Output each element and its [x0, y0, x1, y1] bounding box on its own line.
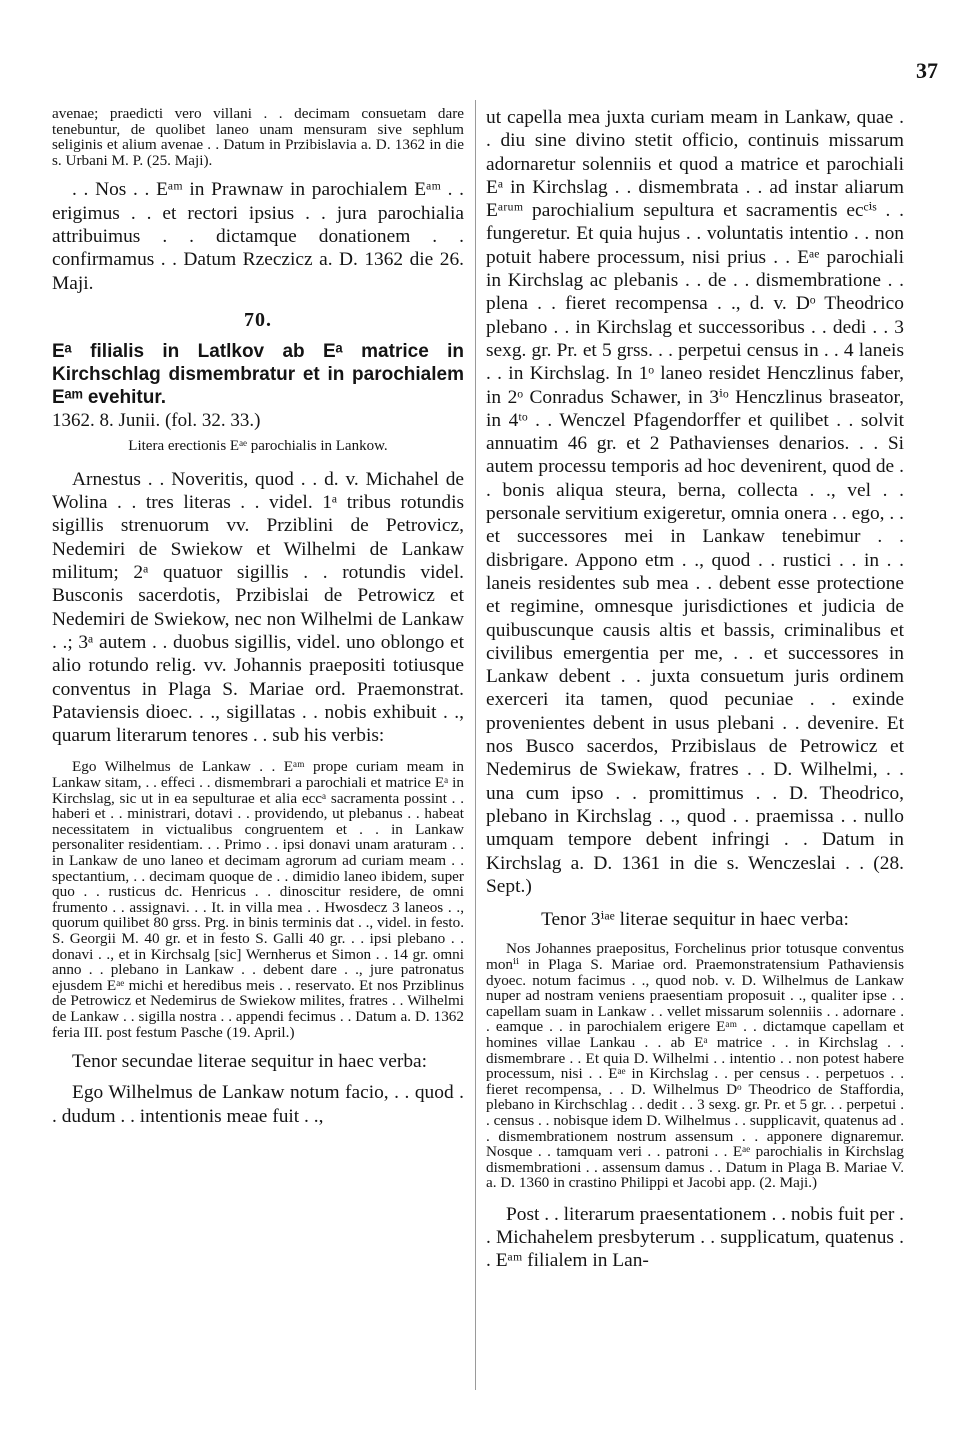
document-date-folio: 1362. 8. Junii. (fol. 32. 33.): [52, 409, 261, 431]
left-para-2: . . Nos . . Eᵃᵐ in Prawnaw in parochialem Eᵃᵐ . . erigimus . . et rectori ipsius . . jura parochialia attribuimus . . dictamque donationem . . confirmamus . . Datum Rzeczicz a. D. 1362 die 26. Maji.: [52, 179, 464, 294]
column-divider: [475, 100, 476, 1390]
document-title: Eᵃ filialis in Latlkov ab Eᵃ matrice in Kirchschlag dismembratur et in parochialem Eᵃᵐ evehitur.: [52, 340, 464, 408]
document-subtitle: Litera erectionis Eᵃᵉ parochialis in Lankow.: [128, 437, 388, 454]
left-para-5: Ego Wilhelmus de Lankaw notum facio, . . quod . . dudum . . intentionis meae fuit . .,: [52, 1082, 464, 1127]
page-number: 37: [916, 58, 938, 83]
left-para-1: avenae; praedicti vero villani . . decimam consuetam dare tenebuntur, de quolibet laneo unam mensuram sive sephlum seliginis et alium avenae . . Datum in Przibislavia a. D. 1362 in die s. Urbani M. P. (25. Maji).: [52, 105, 464, 169]
left-para-3: Arnestus . . Noveritis, quod . . d. v. Michahel de Wolina . . tres literas . . videl. 1ᵃ tribus rotundis sigillis strenuorum vv. Prziblini de Petrovicz, Nedemiri de Swiekow et Wilhelmi de Lankaw militum; 2ᵃ quatuor sigillis . . rotundis videl. Busconis sacerdotis, Przibislai de Petrowicz et Nedemiri de Swiekow, nec non Wilhelmi de Lankaw . .; 3ᵃ autem . . duobus sigillis, videl. uno oblongo et alio rotundo relig. vv. Johannis praepositi totiusque conventus in Plaga S. Mariae ord. Praemonstrat. Pataviensis dioec. . ., sigillatas . . nobis exhibuit . ., quarum literarum tenores . . sub his verbis:: [52, 468, 464, 747]
left-para-4: Ego Wilhelmus de Lankaw . . Eᵃᵐ prope curiam meam in Lankaw sitam, . . effeci . . dismembrari a parochiali et matrice Eᵃ in Kirchslag, sic ut in ea sepulturae et alia eccᵃ sacramenta possint . . haberi et . . ministrari, dotavi . . providendo, ut plebanus . . habeat necessitatem in victualibus congruentem et . . in Lankaw personaliter residentiam. . . Primo . . ipsi donavi unam araturam . . in Lankaw de uno laneo et decimam agrorum ad curiam meam . . spectantium, . . decimam quoque de . . dimidio laneo ibidem, super quo . . rusticus dc. Henricus . . dinoscitur residere, de omni frumento . . assignavi. . . It. in villa mea . . Hwosdecz 3 laneos . ., quorum quilibet 80 grss. Prg. in binis terminis dat . ., videl. in festo. S. Georgii M. 40 gr. et in festo S. Galli 40 gr. . . ipsi plebano . . donavi . ., et in Kirchsalg [sic] Wernherus et Simon . . 14 gr. omni anno . . plebano in Lankaw . . debent dare . ., jure patronatus ejusdem Eᵃᵉ michi et heredibus meis . . reservato. Et nos Prziblinus de Petrowicz et Nedemirus de Swiekow milites, fratres . . Wilhelmi de Lankaw . . sigilla nostra . . appendi fecimus . . Datum a. D. 1362 feria III. post festum Pasche (19. April.): [52, 758, 464, 1041]
document-number: 70.: [244, 308, 272, 331]
right-para-1: ut capella mea juxta curiam meam in Lankaw, quae . . diu sine divino stetit officio, continuis missarum adornaretur solenniis et quod a matrice et parochiali Eᵃ in Kirchslag . . dismembrata . . ad instar aliarum Eᵃʳᵘᵐ parochialium sepultura et sacramentis ecᶜⁱˢ . . fungeretur. Et quia hujus . . voluntatis intentio . . non potuit habere processum, nisi prius . . Eᵃᵉ parochiali in Kirchslag ac plebanis . . de . . dismembratione . . plena . . fieret recompensa . ., d. v. Dᵒ Theodrico plebano . . in Kirchslag et successoribus . . dedi . . 3 sexg. gr. Pr. et 5 grss. . . perpetui census in . . 4 laneis . . in Kirchslag. In 1ᵒ laneo residet Henczlinus faber, in 2ᵒ Conradus Schawer, in 3ⁱᵒ Henczlinus braseator, in 4ᵗᵒ . . Wenczel Pfagendorffer et quilibet . . solvit annuatim 46 gr. et 2 Pathavienses denarios. . . Si autem processu temporis ad hoc devenirent, quod de . . bonis aliqua steura, berna, collecta . ., vel . . personale servitium exigeretur, omnia onera . . ego, . . et successores mei in Lankaw tenebimur . . disbrigare. Appono etm . ., quod . . rustici . . in . . laneis residentes sub mea . . debent esse protectione et regimine, omnesque jurisdictiones et judicia de quibuscunque causis altis et bassis, criminalibus et civilibus emergentia per me, . . et successores in Lankaw debent . . juxta consuetum juris ordinem exerceri ita tamen, quod pecuniae . . exinde provenientes debent in usus plebani . . devenire. Et nos Busco sacerdos, Przibislaus de Petrowicz et Nedemirus de Swiekaw, fratres . . D. Wilhelmi, . . una cum ipso . . promittimus . . D. Theodrico, plebano in Kirchslag . ., quod . . praemissa . . nullo umquam tempore debent infringi . . Datum in Kirchslag a. D. 1361 in die s. Wenczeslai . . (28. Sept.): [486, 107, 904, 897]
right-para-3: Post . . literarum praesentationem . . nobis fuit per . . Michahelem presbyterum . . supplicatum, quatenus . . Eᵃᵐ filialem in Lan-: [486, 1203, 904, 1272]
right-column: [486, 106, 904, 1273]
right-para-2: Nos Johannes praepositus, Forchelinus prior totusque conventus monⁱⁱ in Plaga S. Mariae ord. Praemonstratensium Pathaviensis dyoec. notum facimus . ., quod nob. v. D. Wilhelmus de Lankaw nuper ad nostram veniens praesentiam proposuit . ., qualiter ipse . . capellam suam in Lankaw . . vellet missarum solenniis . . adornare . . eamque . . in parochialem erigere Eᵃᵐ . . dictamque capellam et homines villae Lankau . . ab Eᵃ matrice . . in Kirchslag . . dismembrare . . Et quia D. Wilhelmi . . intentio . . non potest habere processum, nisi . . Eᵃᵉ in Kirchslag . . per census . . perpetuos . . fieret recompensa, . . D. Wilhelmus Dᵒ Theodrico de Staffordia, plebano in Kirchschlag . . dedit . . 3 sexg. gr. Pr. et 5 gr. . . perpetui . . census . . nobisque idem D. Wilhelmus . . supplicavit, quatenus ad . . dismembrationem nostrum assensum . . apponere dignaremur. Nosque . . tamquam veri . . patroni . . Eᵃᵉ parochialis in Kirchslag dismembrationi . . assensum damus . . Datum in Plaga B. Mariae V. a. D. 1360 in crastino Philippi et Jacobi app. (2. Maji.): [486, 940, 904, 1192]
tenor-secundae-heading: Tenor secundae literae sequitur in haec verba:: [72, 1051, 428, 1073]
tenor-tertiae-heading: Tenor 3ⁱᵃᵉ literae sequitur in haec verba:: [541, 909, 849, 931]
left-column: [52, 106, 464, 1128]
